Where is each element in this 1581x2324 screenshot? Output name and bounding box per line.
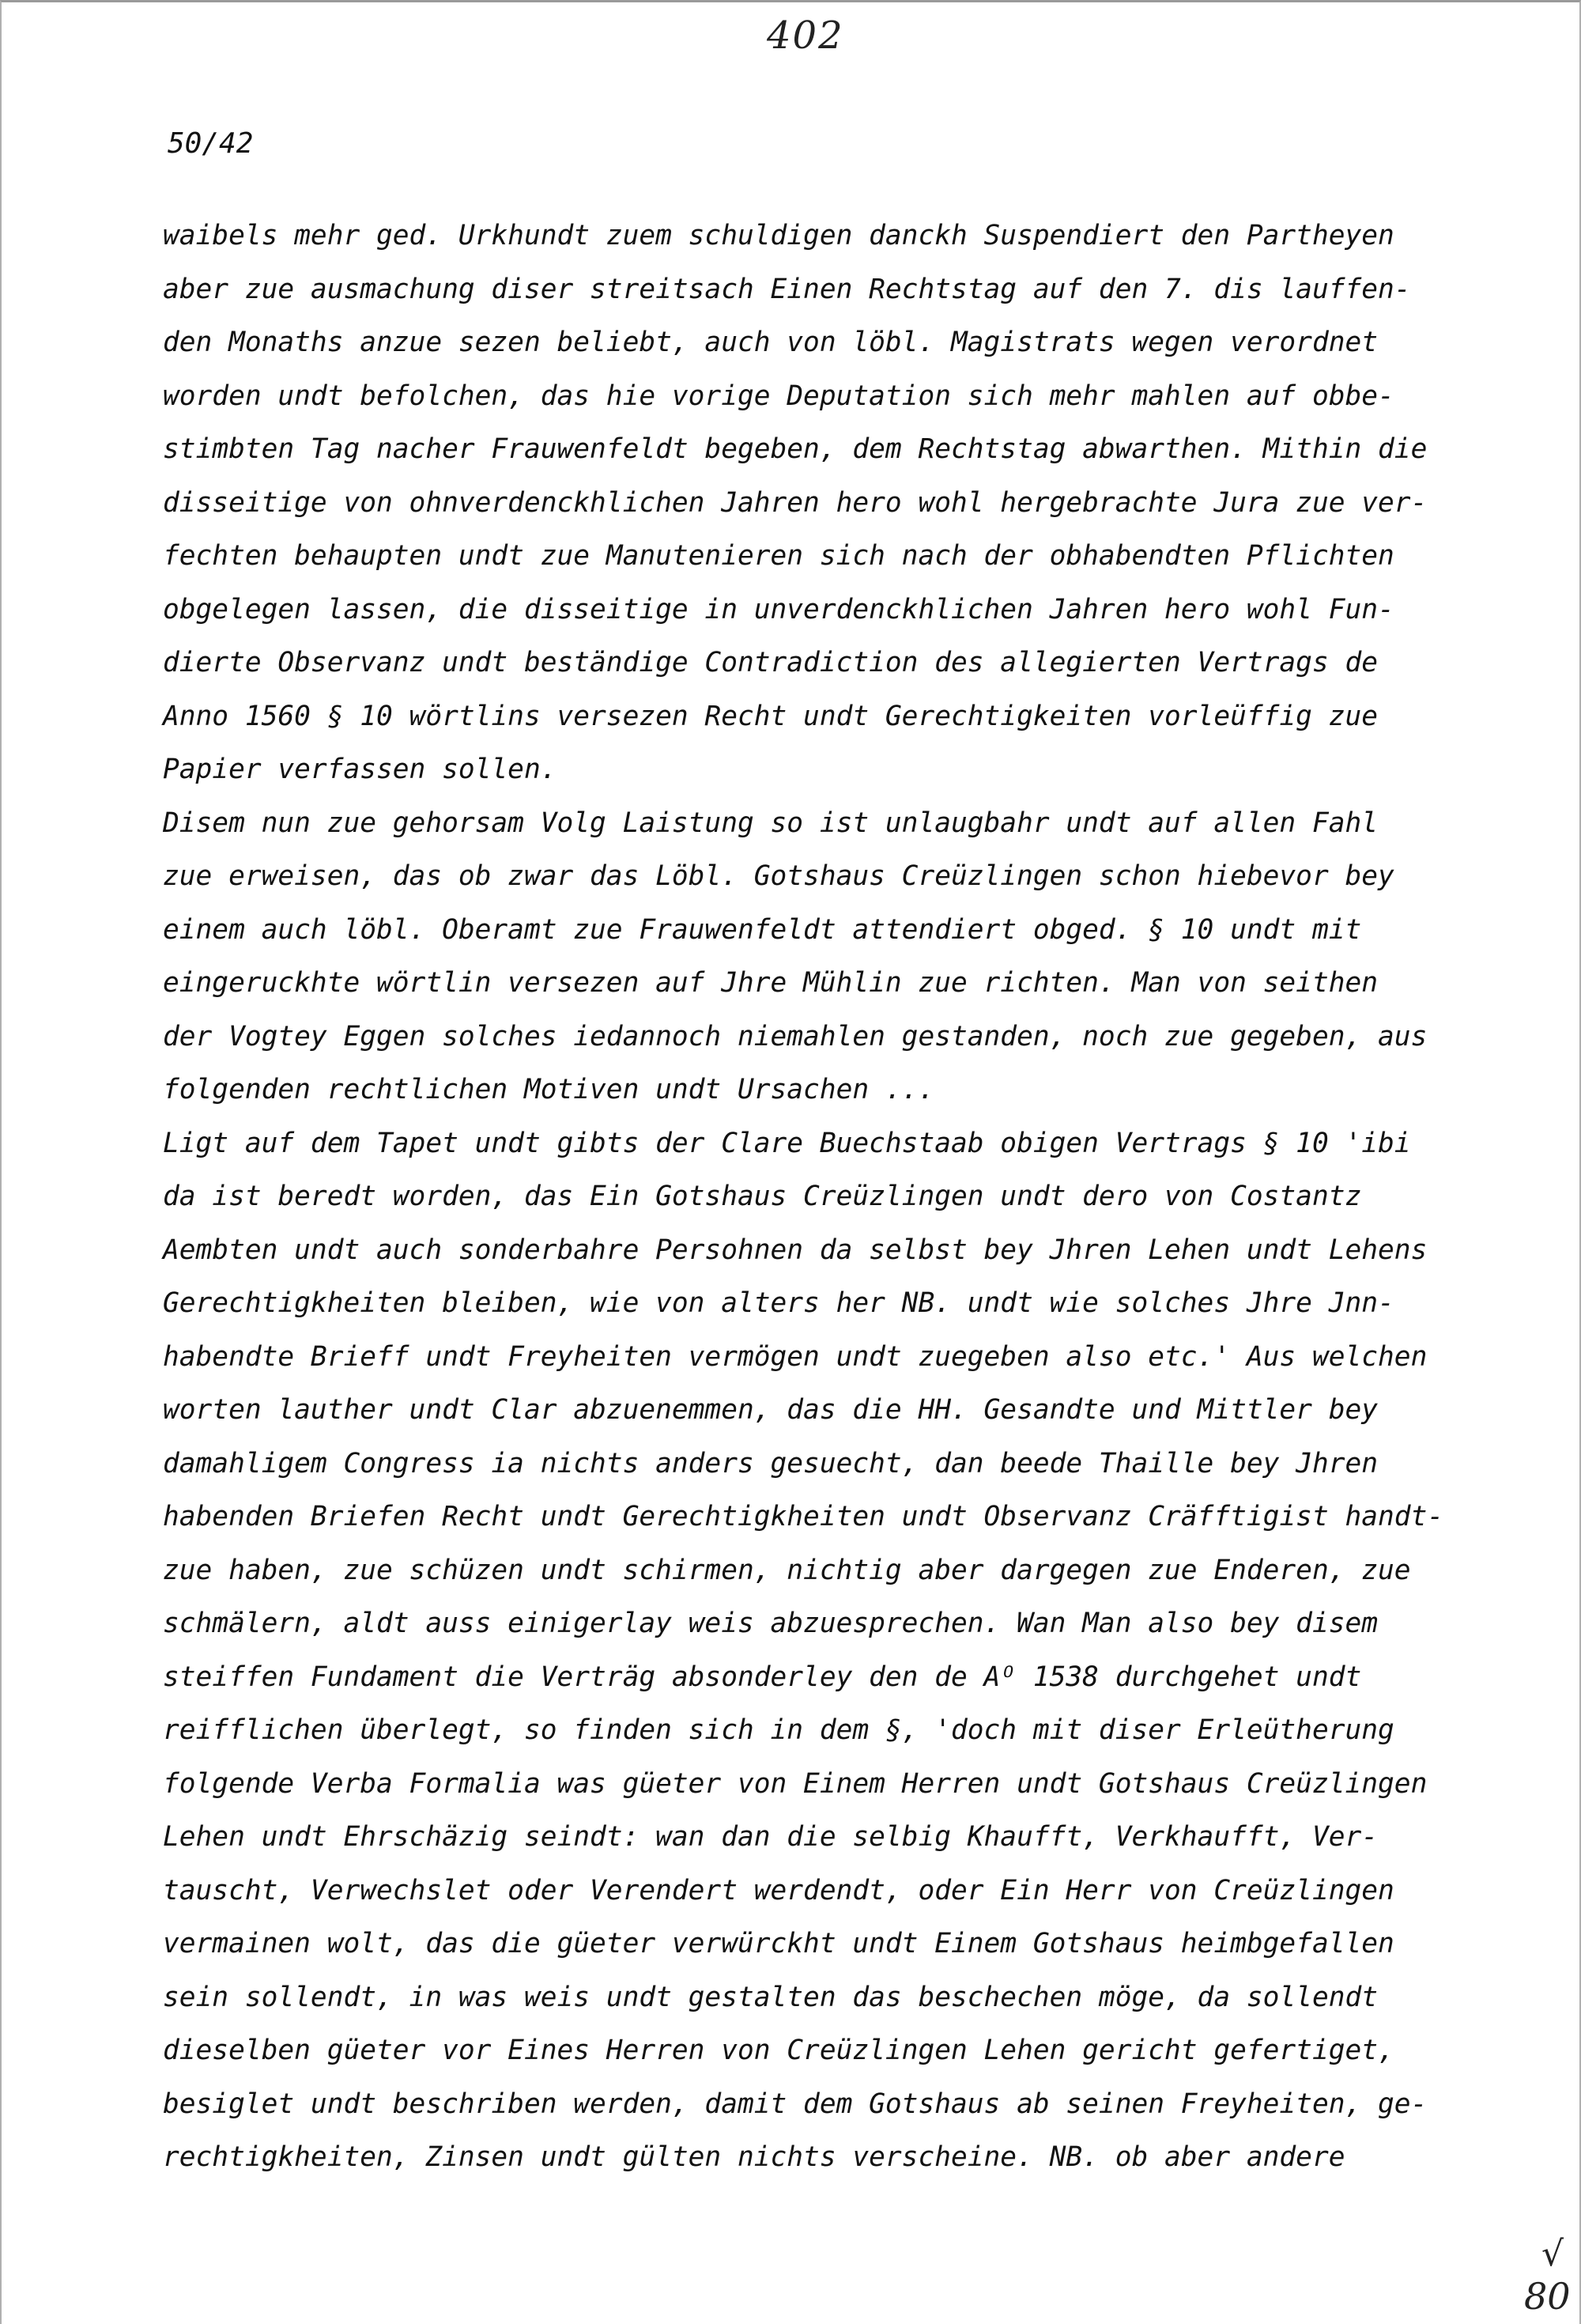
text-line: besiglet undt beschriben werden, damit dem Gotshaus ab seinen Freyheiten, ge- <box>163 2088 1428 2120</box>
text-line: schmälern, aldt auss einigerlay weis abzuesprechen. Wan Man also bey disem <box>163 1608 1379 1639</box>
text-line: Lehen undt Ehrschäzig seindt: wan dan die selbig Khaufft, Verkhaufft, Ver- <box>163 1821 1379 1853</box>
text-line: einem auch löbl. Oberamt zue Frauwenfeldt attendiert obged. § 10 undt mit <box>163 913 1362 946</box>
text-line: sein sollendt, in was weis undt gestalten das beschechen möge, da sollendt <box>163 1981 1379 2013</box>
text-line: dieselben güeter vor Eines Herren von Creüzlingen Lehen gericht gefertiget, <box>163 2035 1394 2066</box>
handwritten-page-mark: 80 <box>1524 2275 1571 2318</box>
text-line: Anno 1560 § 10 wörtlins versezen Recht undt Gerechtigkeiten vorleüffig zue <box>163 700 1379 732</box>
text-line: dierte Observanz undt beständige Contradiction des allegierten Vertrags de <box>163 647 1379 678</box>
text-line: tauscht, Verwechslet oder Verendert werdendt, oder Ein Herr von Creüzlingen <box>163 1874 1394 1906</box>
text-line: vermainen wolt, das die güeter verwürckht undt Einem Gotshaus heimbgefallen <box>163 1928 1394 1959</box>
text-line: da ist beredt worden, das Ein Gotshaus Creüzlingen undt dero von Costantz <box>163 1181 1362 1212</box>
text-line: zue haben, zue schüzen undt schirmen, nichtig aber dargegen zue Enderen, zue <box>163 1554 1411 1586</box>
text-line: worten lauther undt Clar abzuenemmen, das die HH. Gesandte und Mittler bey <box>163 1394 1379 1426</box>
text-line: Disem nun zue gehorsam Volg Laistung so ist unlaugbahr undt auf allen Fahl <box>163 807 1379 839</box>
text-line: den Monaths anzue sezen beliebt, auch von löbl. Magistrats wegen verordnet <box>163 327 1379 358</box>
text-line: waibels mehr ged. Urkhundt zuem schuldigen danckh Suspendiert den Partheyen <box>163 220 1394 251</box>
text-line: rechtigkheiten, Zinsen undt gülten nichts verscheine. NB. ob aber andere <box>163 2141 1345 2173</box>
text-line: Gerechtigkheiten bleiben, wie von alters her NB. undt wie solches Jhre Jnn- <box>163 1287 1394 1319</box>
text-line: aber zue ausmachung diser streitsach Einen Rechtstag auf den 7. dis lauffen- <box>163 273 1411 305</box>
text-line: zue erweisen, das ob zwar das Löbl. Gotshaus Creüzlingen schon hiebevor bey <box>163 860 1394 892</box>
text-line: steiffen Fundament die Verträg absonderley den de Aᴼ 1538 durchgehet undt <box>163 1661 1362 1693</box>
text-line: disseitige von ohnverdenckhlichen Jahren hero wohl hergebrachte Jura zue ver- <box>163 486 1428 519</box>
folio-number: 402 <box>767 13 844 58</box>
text-line: Ligt auf dem Tapet undt gibts der Clare Buechstaab obigen Vertrags § 10 'ibi <box>163 1127 1411 1159</box>
text-line: Papier verfassen sollen. <box>163 754 557 785</box>
text-line: stimbten Tag nacher Frauwenfeldt begeben, dem Rechtstag abwarthen. Mithin die <box>163 433 1428 465</box>
text-line: obgelegen lassen, die disseitige in unverdenckhlichen Jahren hero wohl Fun- <box>163 593 1394 625</box>
text-line: folgenden rechtlichen Motiven undt Ursachen ... <box>163 1074 935 1105</box>
body-text <box>163 210 1459 2185</box>
text-line: habenden Briefen Recht undt Gerechtigkheiten undt Observanz Cräfftigist handt- <box>163 1501 1444 1532</box>
text-line: worden undt befolchen, das hie vorige Deputation sich mehr mahlen auf obbe- <box>163 380 1394 412</box>
text-line: habendte Brieff undt Freyheiten vermögen undt zuegeben also etc.' Aus welchen <box>163 1340 1428 1373</box>
text-line: folgende Verba Formalia was güeter von Einem Herren undt Gotshaus Creüzlingen <box>163 1767 1428 1800</box>
check-mark: √ <box>1541 2234 1564 2274</box>
document-number: 50/42 <box>168 127 254 160</box>
text-line: der Vogtey Eggen solches iedannoch niemahlen gestanden, noch zue gegeben, aus <box>163 1020 1428 1052</box>
text-line: eingeruckhte wörtlin versezen auf Jhre Mühlin zue richten. Man von seithen <box>163 967 1379 999</box>
text-line: reifflichen überlegt, so finden sich in dem §, 'doch mit diser Erleütherung <box>163 1714 1394 1746</box>
text-line: Aembten undt auch sonderbahre Persohnen da selbst bey Jhren Lehen undt Lehens <box>163 1234 1428 1266</box>
text-line: fechten behaupten undt zue Manutenieren sich nach der obhabendten Pflichten <box>163 540 1394 572</box>
text-line: damahligem Congress ia nichts anders gesuecht, dan beede Thaille bey Jhren <box>163 1447 1379 1479</box>
